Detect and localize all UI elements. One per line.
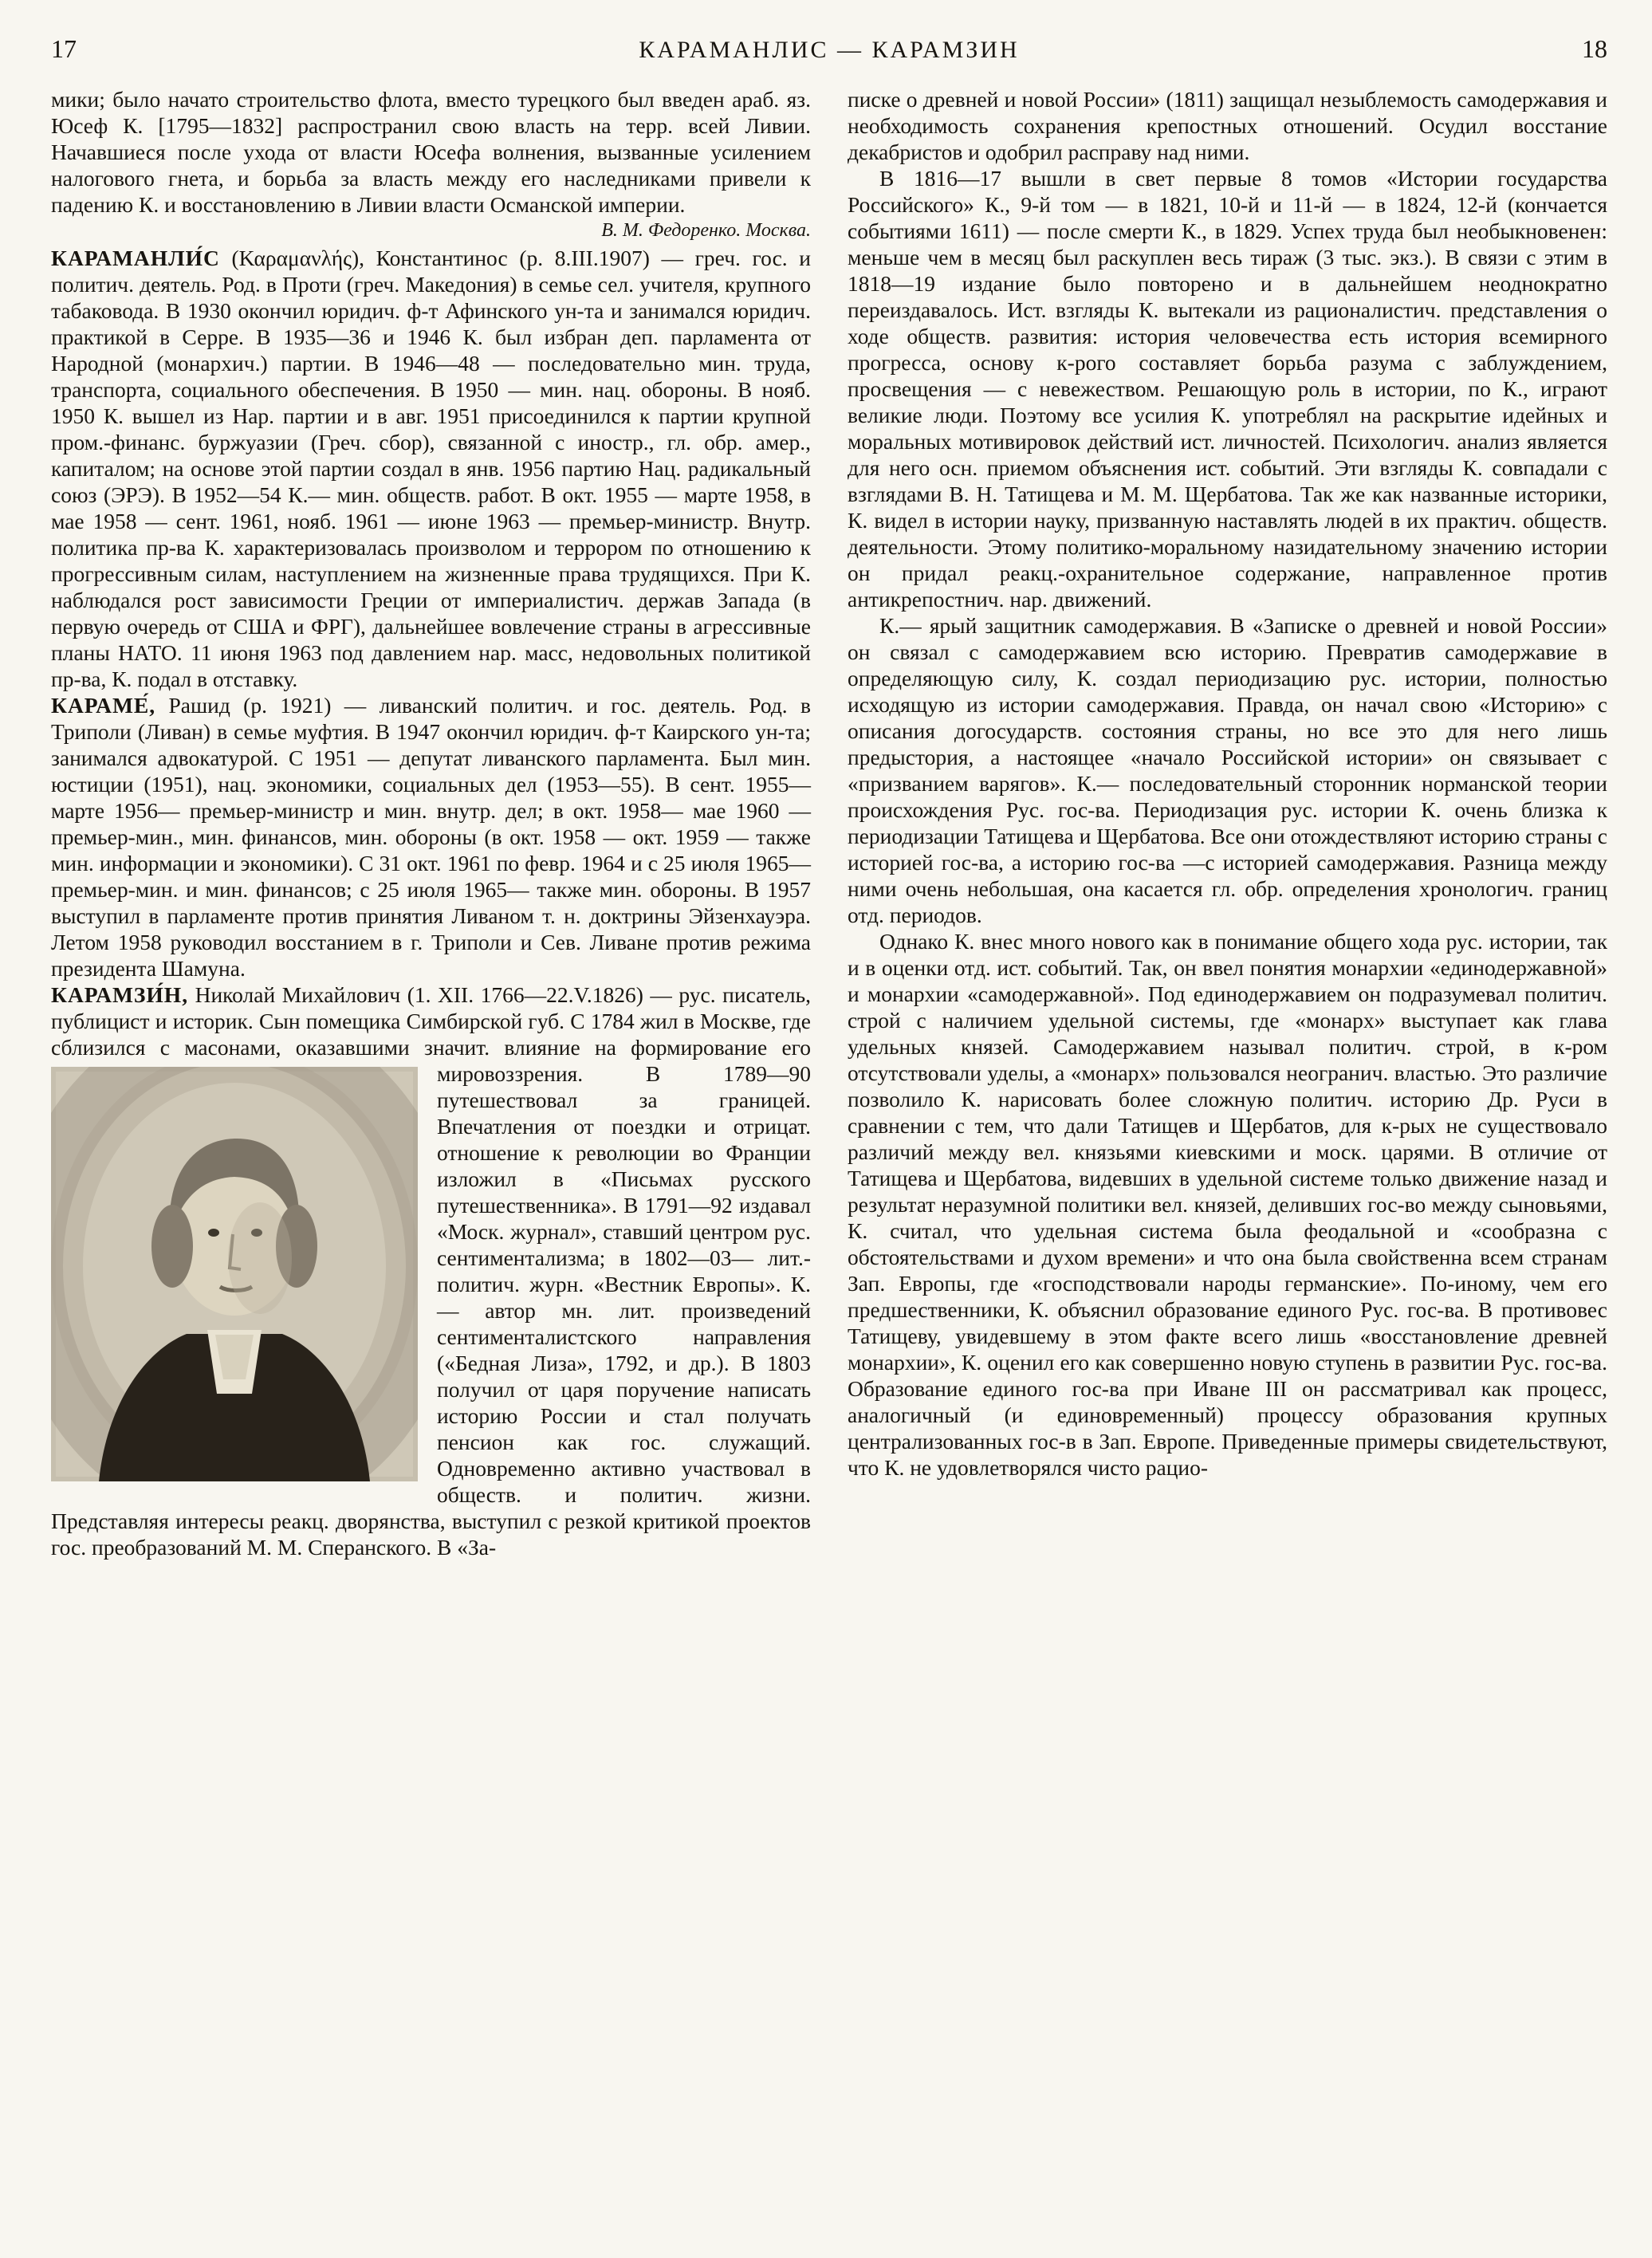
entry-karame	[51, 692, 811, 981]
page-header	[51, 35, 1607, 64]
entry-karamzin	[51, 981, 811, 1560]
entry-karame-body: Рашид (р. 1921) — ливанский политич. и гос. деятель. Род. в Триполи (Ливан) в семье муфтия. В 1947 окончил юридич. ф-т Каирского ун-та; занимался адвокатурой. С 1951 — депутат ливанского парламента. Был мин. юстиции (1951), нац. экономики, социальных дел (1953—55). В сент. 1955— марте 1956— премьер-министр и мин. внутр. дел; в окт. 1958— мае 1960 — премьер-мин., мин. финансов, мин. обороны (в окт. 1958 — окт. 1959 — также мин. информации и экономики). С 31 окт. 1961 по февр. 1964 и с 25 июля 1965— премьер-мин. и мин. финансов; с 25 июля 1965— также мин. обороны. В 1957 выступил в парламенте против принятия Ливаном т. н. доктрины Эйзенхауэра. Летом 1958 руководил восстанием в г. Триполи и Сев. Ливане против режима президента Шамуна.	[51, 693, 811, 981]
right-paragraph-1: писке о древней и новой России» (1811) защищал незыблемость самодержавия и необходимость сохранения крепостных отношений. Осудил восстание декабристов и одобрил расправу над ними.	[848, 87, 1607, 164]
headword-karamanlis: КАРАМАНЛИ́С	[51, 246, 220, 270]
entry-karamanlis-body: (Καραμανλής), Константинос (р. 8.III.1907) — греч. гос. и политич. деятель. Род. в Проти (греч. Македония) в семье сел. учителя, крупного табаковода. В 1930 окончил юридич. ф-т Афинского ун-та и занимался юридич. практикой в Серре. В 1935—36 и 1946 К. был избран деп. парламента от Народной (монархич.) партии. В 1946—48 — последовательно мин. труда, транспорта, социального обеспечения. В 1950 — мин. нац. обороны. В нояб. 1950 К. вышел из Нар. партии и в авг. 1951 присоединился к партии крупной пром.-финанс. буржуазии (Греч. сбор), связанной с иностр., гл. обр. амер., капиталом; на основе этой партии создал в янв. 1956 партию Нац. радикальный союз (ЭРЭ). В 1952—54 К.— мин. обществ. работ. В окт. 1955 — марте 1958, в мае 1958 — сент. 1961, нояб. 1961 — июне 1963 — премьер-министр. Внутр. политика пр-ва К. характеризовалась произволом и террором по отношению к прогрессивным силам, наступлением на жизненные права трудящихся. При К. наблюдался рост зависимости Греции от империалистич. держав Запада (в первую очередь от США и ФРГ), дальнейшее вовлечение страны в агрессивные планы НАТО. 11 июня 1963 под давлением нар. масс, недовольных политикой пр-ва, К. подал в отставку.	[51, 246, 811, 691]
page-number-left: 17	[51, 34, 77, 63]
entry-karamzin-body-before: Николай Михайлович (1. XII. 1766—22.V.1826) — рус. писатель, публицист и историк. Сын помещика Симбирской губ. С 1784 жил в Москве, где сблизился с масонами, оказавшими значит. влияние	[51, 982, 811, 1060]
headword-karame: КАРАМЕ́,	[51, 693, 156, 718]
right-paragraph-4: Однако К. внес много нового как в понимание общего хода рус. истории, так и в оценки отд. ист. событий. Так, он ввел понятия монархии «единодержавной» и монархии «самодержавной». Под единодержавием он подразумевал политич. строй с наличием удельной системы, где «монарх» выступает как глава удельных князей. Самодержавием называл политич. строй, в к-ром отсутствовали уделы, а «монарх» пользовался неогранич. властью. Это различие позволило К. нарисовать более сложную политич. историю Др. Руси в сравнении с тем, что дали Татищев и Щербатов, для к-рых не существовало различий между вел. князьями киевскими и моск. царями. В отличие от Татищева и Щербатова, видевших в удельной системе только движение назад и результат неразумной политики вел. князей, деливших гос-во между сыновьями, К. считал, что удельная система была феодальной и «сообразна с обстоятельствами и духом времени» и что она была свойственна всем странам Зап. Европы, где «господствовали народы германские». По-иному, чем его предшественники, К. объяснил образование единого Рус. гос-ва. В противовес Татищеву, увидевшему в этом факте всего лишь «восстановление древней монархии», К. оценил его как совершенно новую ступень в развитии Рус. гос-ва. Образование единого гос-ва при Иване III он рассматривал как процесс, аналогичный (и единовременный) процессу образования крупных централизованных гос-в в Зап. Европе. Приведенные примеры свидетельствуют, что К. не удовлетворялся чисто рацио-	[848, 929, 1607, 1480]
karamzin-portrait-engraving	[51, 1067, 418, 1481]
text-columns	[51, 86, 1607, 2234]
headword-karamzin: КАРАМЗИ́Н,	[51, 982, 189, 1007]
entry-karamzin-body-after: на формирование его мировоззрения. В 1789—90 путешествовал за границей. Впечатления от поездки и отрицат. отношение к революции во Франции изложил в «Письмах русского путешественника». В 1791—92 издавал «Моск. журнал», ставший центром рус. сентиментализма; в 1802—03— лит.-политич. журн. «Вестник Европы». К.— автор мн. лит. произведений сентименталистского направления («Бедная Лиза», 1792, и др.). В 1803 получил от царя поручение написать историю России и стал получать пенсион как гос. служащий. Одновременно активно участвовал в обществ. и политич. жизни. Представляя интересы реакц. дворянства, выступил с резкой критикой проектов гос. преобразований М. М. Сперанского. В «За-	[51, 1035, 811, 1560]
right-paragraph-3: К.— ярый защитник самодержавия. В «Записке о древней и новой России» он связал с самодержавием всю историю. Превратив самодержавие в определяющую силу, К. создал периодизацию рус. истории, полностью исходящую из истории самодержавия. Правда, он начал свою «Историю» с описания догосударств. состояния страны, но все это для него лишь предыстория, а настоящее «начало Российской истории» он связывает с «призванием варягов». К.— последовательный сторонник норманской теории происхождения Рус. гос-ва. Периодизация рус. истории К. очень близка к периодизации Татищева и Щербатова. Все они отождествляют историю страны с историей гос-ва, а историю гос-ва —с историей самодержавия. Разница между ними очень небольшая, она касается гл. обр. определения хронологич. границ отд. периодов.	[848, 613, 1607, 927]
right-paragraph-2: В 1816—17 вышли в свет первые 8 томов «Истории государства Российского» К., 9-й том — в 1821, 10-й и 11-й — в 1824, 12-й (кончается событиями 1611) — после смерти К., в 1829. Успех труда был необыкновенен: меньше чем в месяц был раскуплен весь тираж (3 тыс. экз.). В связи с этим в 1818—19 издание было повторено и в дальнейшем неоднократно переиздавалось. Ист. взгляды К. вытекали из рационалистич. представления о ходе обществ. развития: история человечества есть история всемирного прогресса, основу к-рого составляет борьба разума с заблуждением, просвещения — с невежеством. Решающую роль в истории, по К., играют великие люди. Поэтому все усилия К. употреблял на раскрытие идейных и моральных мотивировок действий ист. личностей. Психологич. анализ является для него осн. приемом объяснения ист. событий. Эти взгляды К. совпадали с взглядами В. Н. Татищева и М. М. Щербатова. Так же как названные историки, К. видел в истории науку, призванную наставлять людей в их практич. обществ. деятельности. Этому политико-моральному назидательному значению истории он придал реакц.-охранительное содержание, направленное против антикрепостнич. нар. движений.	[848, 166, 1607, 612]
running-title: КАРАМАНЛИС — КАРАМЗИН	[639, 37, 1020, 63]
author-signature: В. М. Федоренко. Москва.	[601, 220, 811, 241]
page-number-right: 18	[1582, 34, 1607, 63]
continuation-paragraph: мики; было начато строительство флота, вместо турецкого был введен араб. яз. Юсеф К. [1795—1832] распространил свою власть на терр. всей Ливии. Начавшиеся после ухода от власти Юсефа волнения, вызванные усилением налогового гнета, и борьба за власть между его наследниками привели к падению К. и восстановлению в Ливии власти Османской империи.	[51, 87, 811, 217]
left-column	[51, 86, 811, 2234]
entry-karamanlis	[51, 245, 811, 692]
karamzin-portrait	[51, 1067, 418, 1481]
right-column	[848, 86, 1607, 2234]
